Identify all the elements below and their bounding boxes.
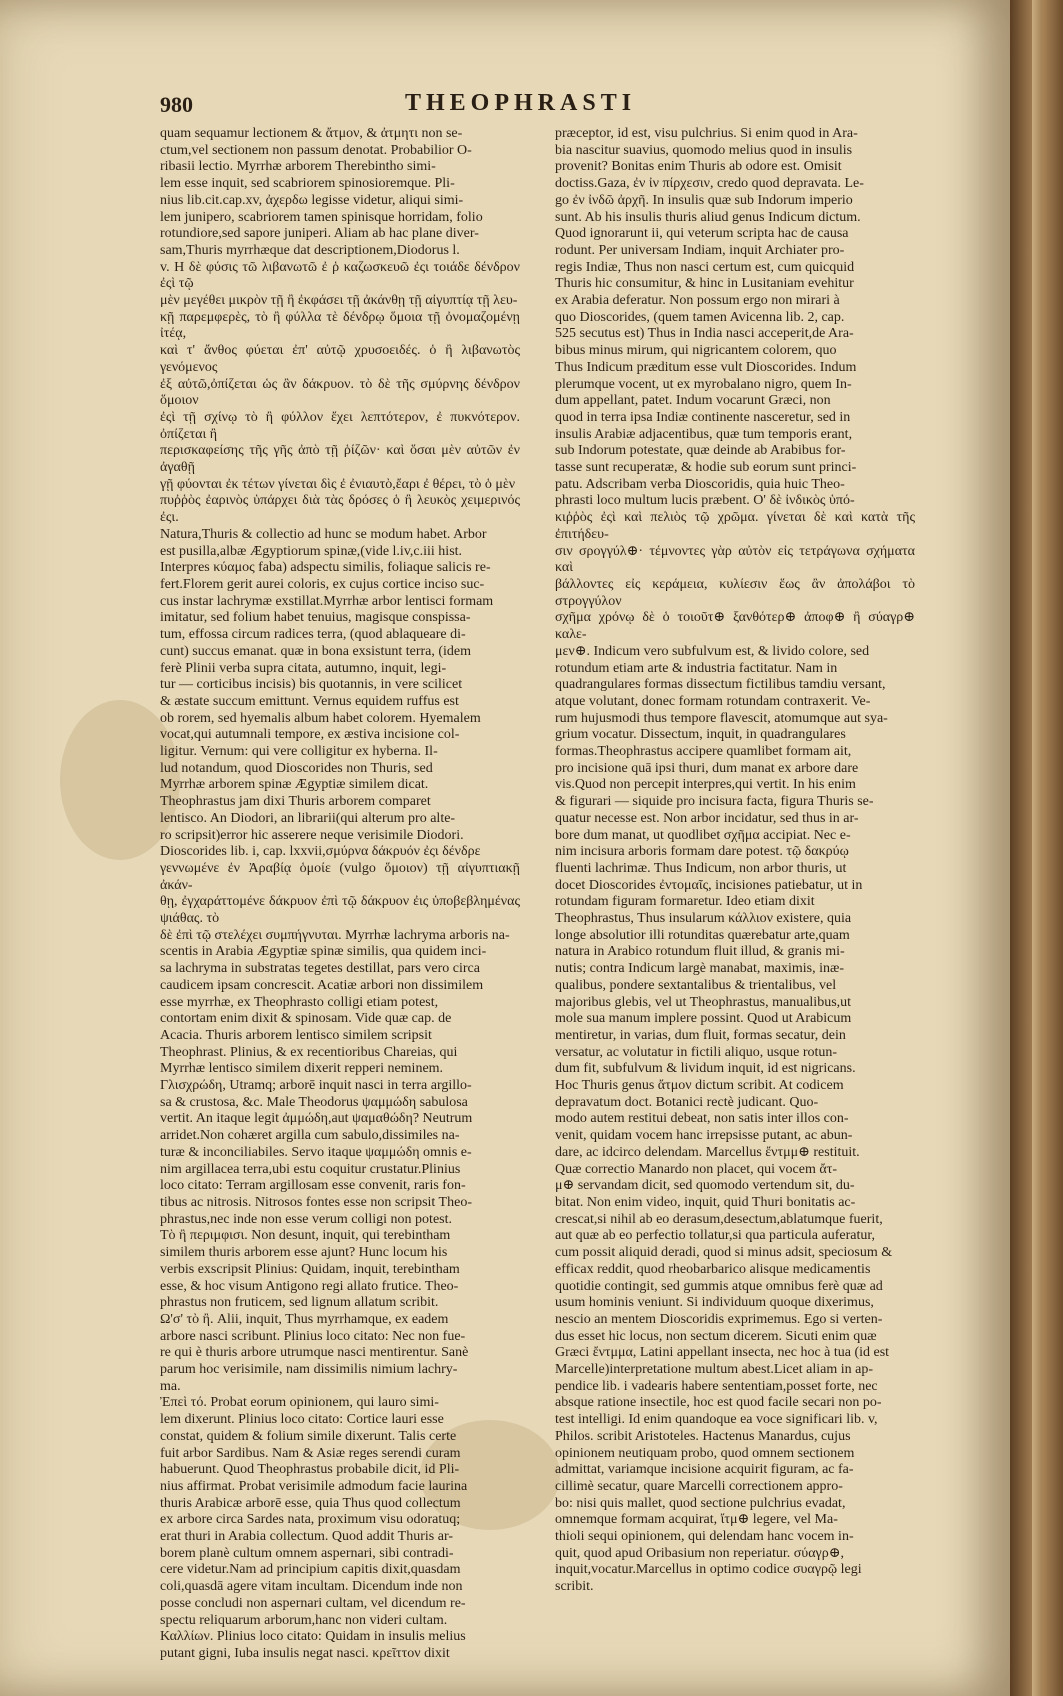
text-line: nescio an mentem Dioscoridis exprimemus. Ego si verten- bbox=[555, 1311, 883, 1327]
text-line: nius affirmat. Probat verisimile admodum facie laurina bbox=[160, 1478, 468, 1494]
text-line: imitatur, sed folium habet tenuius, magisque conspissa- bbox=[160, 610, 471, 626]
text-line: ex Arabia deferatur. Non possum ergo non mirari à bbox=[555, 293, 840, 309]
text-line: rum hujusmodi thus tempore flavescit, atomumque aut sya- bbox=[555, 710, 888, 726]
text-line: 525 secutus est) Thus in India nasci acceperit,de Ara- bbox=[555, 326, 854, 342]
text-line: πυῤῥὸς ἐαρινὸς ὑπάρχει διὰ τὰς δρόσες ὁ ἢ λευκὸς χειμερινός ἐςι. bbox=[160, 493, 524, 526]
text-line: arridet.Non cohæret argilla cum sabulo,dissimiles na- bbox=[160, 1128, 460, 1144]
text-line: nius lib.cit.cap.xv, ἀχερδω legisse videtur, aliqui simi- bbox=[160, 192, 464, 208]
text-line: cillimè secatur, quare Marcelli correctionem appro- bbox=[555, 1478, 843, 1494]
text-line: Ἐπεὶ τό. Probat eorum opinionem, qui lauro simi- bbox=[160, 1395, 439, 1411]
text-line: aut quæ ab eo perfectio tollatur,si qua particula auferatur, bbox=[555, 1228, 875, 1244]
text-line: ribasii lectio. Myrrhæ arborem Therebintho simi- bbox=[160, 159, 436, 175]
right-text-column bbox=[555, 126, 919, 1596]
text-line: fert.Florem gerit aurei coloris, ex cujus cortice inciso suc- bbox=[160, 576, 485, 592]
text-line: modo autem restitui debeat, non satis inter illos con- bbox=[555, 1111, 849, 1127]
text-line: Acacia. Thuris arborem lentisco similem scripsit bbox=[160, 1027, 432, 1043]
text-line: regis Indiæ, Thus non nasci certum est, cum quicquid bbox=[555, 259, 855, 275]
text-line: ferè Plinii verba supra citata, autumno, inquit, legi- bbox=[160, 660, 447, 676]
text-line: quam sequamur lectionem & ἄτμον, & ἀτμητι non se- bbox=[160, 126, 463, 141]
text-line: Dioscorides lib. i, cap. lxxvii,σμύρνα δάκρυόν ἐςι δένδρε bbox=[160, 844, 481, 860]
text-line: ἐςὶ τῇ σχίνῳ τὸ ἢ φύλλον ἔχει λεπτότερον, ἐ πυκνότερον. ὀπίζεται ἢ bbox=[160, 409, 524, 442]
text-line: μὲν μεγέθει μικρὸν τῇ ἢ ἐκφάσει τῇ ἀκάνθῃ τῇ αἰγυπτίᾳ τῇ λευ- bbox=[160, 293, 518, 309]
text-line: erat thuri in Arabia collectum. Quod addit Thuris ar- bbox=[160, 1529, 453, 1545]
text-line: coli,quasdā agere vitam incultam. Dicendum inde non bbox=[160, 1579, 463, 1595]
text-line: rotundiore,sed sapore juniperi. Aliam ab hac plane diver- bbox=[160, 226, 479, 242]
text-line: Ω'σ' τὸ ἢ. Alii, inquit, Thus myrrhamque, ex eadem bbox=[160, 1311, 449, 1327]
text-line: depravatum doct. Botanici rectè judicant. Quo- bbox=[555, 1094, 819, 1110]
text-line: majoribus glebis, vel ut Theophrastus, manualibus,ut bbox=[555, 994, 852, 1010]
text-line: cere videtur.Nam ad principium capitis dixit,quasdam bbox=[160, 1562, 461, 1578]
text-line: quadrangulares formas dissectum fictilibus tamdiu versant, bbox=[555, 677, 886, 693]
text-line: cunt) succus emanat. quæ in bona exsistunt terra, (idem bbox=[160, 643, 472, 659]
text-line: Myrrhæ lentisco similem dixerit repperi neminem. bbox=[160, 1061, 444, 1077]
text-line: docet Dioscorides ἐντομαῖς, incisiones patiebatur, ut in bbox=[555, 877, 863, 893]
text-line: Philos. scribit Aristoteles. Hactenus Manardus, cujus bbox=[555, 1428, 851, 1444]
text-line: mentiretur, in varias, dum fluit, formas secatur, dein bbox=[555, 1027, 846, 1043]
text-line: doctiss.Gaza, ἐν ἰν πίρχεσιν, credo quod depravata. Le- bbox=[555, 176, 864, 192]
text-line: βάλλοντες εἰς κεράμεια, κυλίεσιν ἕως ἂν ἀπολάβοι τὸ στρογγύλον bbox=[555, 576, 919, 609]
text-line: quod in terra ipsa Indiæ continente nasceretur, sed in bbox=[555, 409, 851, 425]
text-line: atque volutant, donec formam rotundam contraxerit. Ve- bbox=[555, 693, 871, 709]
text-line: posse concludi non aspernari cultam, vel dicendum re- bbox=[160, 1595, 466, 1611]
text-line: similem thuris arborem esse ajunt? Hunc locum his bbox=[160, 1245, 448, 1261]
text-line: fluenti lachrimæ. Thus Indicum, non arbor thuris, ut bbox=[555, 860, 847, 876]
text-line: versatur, ac volutatur in fictili aliquo, usque rotun- bbox=[555, 1044, 838, 1060]
text-line: nim incisura arboris formam dare potest. τῷ δακρύῳ bbox=[555, 844, 849, 860]
text-line: turæ & inconciliabiles. Servo itaque ψαμμώδη omnis e- bbox=[160, 1144, 472, 1160]
text-line: phrastus non fruticem, sed lignum allatum scribit. bbox=[160, 1295, 439, 1311]
text-line: Marcelle)interpretatione multum abest.Licet aliam in ap- bbox=[555, 1362, 873, 1378]
text-line: σχῆμα χρόνῳ δὲ ὁ τοιοῦτ⊕ ξανθότερ⊕ ἀποφ⊕ ἢ σύαγρ⊕ καλε- bbox=[555, 610, 919, 643]
text-line: loco citato: Terram argillosam esse convenit, raris fon- bbox=[160, 1178, 466, 1194]
text-line: ligitur. Vernum: qui vere colligitur ex hyberna. Il- bbox=[160, 744, 438, 760]
text-line: quatur necesse est. Non arbor incidatur, sed thus in ar- bbox=[555, 810, 859, 826]
text-line: μ⊕ servandam dicit, sed quomodo vertendum sit, du- bbox=[555, 1178, 855, 1194]
text-line: lem dixerunt. Plinius loco citato: Cortice lauri esse bbox=[160, 1412, 444, 1428]
text-line: Quod ignorarunt ii, qui veterum scripta hac de causa bbox=[555, 226, 849, 242]
text-line: sa lachryma in substratas tegetes destillat, pars vero circa bbox=[160, 961, 480, 977]
text-line: καὶ τ' ἄνθος φύεται ἐπ' αὐτῷ χρυσοειδές. ὁ ἢ λιβανωτὸς γενόμενος bbox=[160, 343, 524, 375]
text-line: qualibus, pondere sextantalibus & trientalibus, vel bbox=[555, 977, 837, 993]
left-text-column bbox=[160, 126, 524, 1663]
text-line: Theophrastus jam dixi Thuris arborem comparet bbox=[160, 794, 431, 810]
text-line: ctum,vel sectionem non passum denotat. Probabilior O- bbox=[160, 142, 472, 158]
text-line: ro scripsit)error hic asserere neque verisimile Diodori. bbox=[160, 827, 464, 843]
text-line: contortam enim dixit & spinosam. Vide quæ cap. de bbox=[160, 1011, 452, 1027]
text-line: tibus ac nitrosis. Nitrosos fontes esse non scripsit Theo- bbox=[160, 1195, 472, 1210]
text-line: Interpres κύαμος faba) adspectu similis, foliaque salicis re- bbox=[160, 560, 491, 576]
text-line: opinionem neutiquam probo, quod omnem sectionem bbox=[555, 1445, 855, 1461]
text-line: formas.Theophrastus accipere quamlibet formam ait, bbox=[555, 744, 852, 760]
text-line: mole sua manum implere possint. Quod ut Arabicum bbox=[555, 1011, 852, 1027]
text-line: cus instar lachrymæ exstillat.Myrrhæ arbor lentisci formam bbox=[160, 593, 494, 609]
text-line: omnemque formam acquirat, ἴτμ⊕ legere, vel Ma- bbox=[555, 1512, 838, 1528]
text-line: dum appellant, patet. Indum vocarunt Græci, non bbox=[555, 393, 831, 409]
text-line: rotundam figuram formaretur. Ideo etiam dixit bbox=[555, 894, 815, 910]
text-line: bibus minus mirum, qui nigricantem colorem, quo bbox=[555, 343, 837, 359]
text-line: Theophrastus, Thus insularum κάλλιον existere, quia bbox=[555, 911, 852, 927]
text-line: patu. Adscribam verba Dioscoridis, quia huic Theo- bbox=[555, 476, 845, 492]
text-line: bia nascitur suavius, quomodo melius quod in insulis bbox=[555, 142, 853, 158]
text-line: lentisco. An Diodori, an librarii(qui alterum pro alte- bbox=[160, 810, 456, 826]
text-line: nutis; contra Indicum largè manabat, maximis, inæ- bbox=[555, 961, 845, 977]
text-line: sam,Thuris myrrhæque dat descriptionem,Diodorus l. bbox=[160, 242, 460, 258]
text-line: verbis exscripsit Plinius: Quidam, inquit, terebintham bbox=[160, 1261, 460, 1277]
text-line: v. Η δὲ φύσις τῶ λιβανωτῶ ἐ ῥ καζωσκευῶ ἐςι τοιάδε δένδρον ἐςὶ τῷ bbox=[160, 259, 524, 292]
text-line: pendice lib. i vadearis habere sententiam,posset forte, nec bbox=[555, 1378, 878, 1394]
text-line: scribit. bbox=[555, 1579, 594, 1595]
text-line: re qui è thuris arbore utrumque nasci mentirentur. Sanè bbox=[160, 1345, 469, 1361]
text-line: Καλλίων. Plinius loco citato: Quidam in insulis melius bbox=[160, 1629, 466, 1645]
text-line: sa & crustosa, &c. Male Theodorus ψαμμώδη sabulosa bbox=[160, 1094, 468, 1110]
text-line: κῇ παρεμφερὲς, τὸ ἢ φύλλα τὲ δένδρῳ ὅμοια τῇ ὀνομαζομένῃ ἰτέᾳ, bbox=[160, 309, 524, 342]
text-line: plerumque vocent, ut ex myrobalano nigro, quem In- bbox=[555, 376, 852, 392]
text-line: Theophrast. Plinius, & ex recentioribus Chareias, qui bbox=[160, 1044, 458, 1060]
text-line: quo Dioscorides, (quem tamen Avicenna lib. 2, cap. bbox=[555, 309, 845, 325]
text-line: caudicem ipsam concrescit. Acatiæ arbori non dissimilem bbox=[160, 977, 484, 993]
text-line: admittat, variamque incisione acquirit figuram, ac fa- bbox=[555, 1462, 854, 1478]
text-line: quotidie contingit, sed gummis atque omnibus ferè quæ ad bbox=[555, 1278, 883, 1294]
text-line: γῇ φύονται ἐκ τέτων γίνεται δὶς ἐ ἐνιαυτὸ,ἔαρι ἐ θέρει, τὸ ὁ μὲν bbox=[160, 476, 516, 492]
text-line: est pusilla,albæ Ægyptiorum spinæ,(vide l.iv,c.iii hist. bbox=[160, 543, 463, 559]
text-line: dum fit, subfulvum & lividum inquit, id est nigricans. bbox=[555, 1061, 856, 1077]
text-line: vocat,qui autumnali tempore, ex æstiva incisione col- bbox=[160, 727, 460, 743]
text-line: natura in Arabico rotundum fluit illud, & granis mi- bbox=[555, 944, 845, 960]
text-line: Myrrhæ arborem spinæ Ægyptiæ similem dicat. bbox=[160, 777, 429, 793]
text-line: κιῤῥὸς ἐςὶ καὶ πελιὸς τῷ χρῶμα. γίνεται δὲ καὶ κατὰ τῆς ἐπιτήδευ- bbox=[555, 510, 919, 542]
text-line: cum possit aliquid deradi, quod si minus adsit, speciosum & bbox=[555, 1245, 893, 1261]
page-header bbox=[160, 92, 920, 122]
text-line: tum, effossa circum radices terra, (quod ablaqueare di- bbox=[160, 627, 466, 643]
text-line: περισκαφείσης τῆς γῆς ἀπὸ τῇ ῥίζῶν· καὶ ὅσαι μὲν αὐτῶν ἐν ἀγαθῇ bbox=[160, 443, 524, 476]
page-number: 980 bbox=[160, 92, 193, 117]
text-line: crescat,si nihil ab eo derasum,desectum,ablatumque fuerit, bbox=[555, 1211, 883, 1227]
text-line: esse, & hoc visum Antigono regi allato frutice. Theo- bbox=[160, 1278, 459, 1294]
text-line: Quæ correctio Manardo non placet, qui vocem ἄτ- bbox=[555, 1161, 837, 1177]
text-line: test intelligi. Id enim quandoque ea voce significari lib. v, bbox=[555, 1412, 878, 1428]
text-line: borem planè cultum omnem aspernari, sibi contradi- bbox=[160, 1545, 454, 1561]
text-line: usum hominis veniunt. Si individuum quoque dixerimus, bbox=[555, 1295, 874, 1311]
text-line: ob rorem, sed hyemalis album habet colorem. Hyemalem bbox=[160, 710, 481, 726]
text-line: thuris Arabicæ arborē esse, quia Thus quod collectum bbox=[160, 1495, 461, 1511]
text-line: Græci ἔντμμα, Latini appellant insecta, nec hoc à tua (id est bbox=[555, 1345, 890, 1361]
text-line: vertit. An itaque legit ἀμμώδη,aut ψαμαθώδη? Neutrum bbox=[160, 1111, 473, 1127]
text-line: absque ratione insectile, hoc est quod facile secari non po- bbox=[555, 1395, 882, 1411]
text-line: phrastus,nec inde non esse verum colligi non potest. bbox=[160, 1211, 452, 1227]
text-line: nim argillacea terra,ubi estu coquitur crustatur.Plinius bbox=[160, 1161, 461, 1177]
text-line: & æstate succum emittunt. Vernus equidem ruffus est bbox=[160, 693, 459, 709]
text-line: efficax reddit, quod rheobarbarico alisque medicamentis bbox=[555, 1261, 871, 1277]
text-line: esse myrrhæ, ex Theophrasto colligi etiam potest, bbox=[160, 994, 439, 1010]
text-line: venit, quidam vocem hanc irrepsisse putant, ac abun- bbox=[555, 1128, 853, 1144]
text-line: scentis in Arabia Ægyptiæ spinæ similis, qua quidem inci- bbox=[160, 944, 487, 960]
text-line: ex arbore circa Sardes nata, proximum visu odoratuq; bbox=[160, 1512, 461, 1528]
text-line: bore dum manat, ut quodlibet σχῆμα accipiat. Nec e- bbox=[555, 827, 851, 843]
text-line: Γλισχρώδη, Utramq; arborē inquit nasci in terra argillo- bbox=[160, 1078, 472, 1094]
text-line: & figurari — siquide pro incisura facta, figura Thuris se- bbox=[555, 794, 874, 810]
text-line: tasse sunt recuperatæ, & hodie sub eorum sunt princi- bbox=[555, 460, 857, 476]
text-line: Hoc Thuris genus ἄτμον dictum scribit. At codicem bbox=[555, 1078, 844, 1094]
text-line: vis.Quod non percepit interpres,qui vertit. In his enim bbox=[555, 777, 856, 793]
text-line: δὲ ἐπὶ τῷ στελέχει συμπήγνυται. Myrrhæ lachryma arboris na- bbox=[160, 927, 510, 943]
text-line: quit, quod apud Oribasium non reperiatur. σύαγρ⊕, bbox=[555, 1545, 844, 1561]
book-binding bbox=[1010, 0, 1063, 1696]
text-line: tur — corticibus incisis) bis quotannis, in vere scilicet bbox=[160, 677, 463, 693]
text-line: sunt. Ab his insulis thuris aliud genus Indicum dictum. bbox=[555, 209, 861, 225]
text-line: constat, quidem & folium simile dixerunt. Talis certe bbox=[160, 1428, 457, 1444]
text-line: lud notandum, quod Dioscorides non Thuris, sed bbox=[160, 760, 433, 776]
text-line: grium vocatur. Dissectum, inquit, in quadrangulares bbox=[555, 727, 846, 743]
text-line: rotundum etiam arte & industria factitatur. Nam in bbox=[555, 660, 838, 676]
text-line: pro incisione quā ipsi thuri, dum manat ex arbore dare bbox=[555, 760, 859, 776]
text-line: parum hoc verisimile, nam dissimilis nimium lachry- bbox=[160, 1362, 458, 1378]
text-line: sub Indorum potestate, quæ deinde ab Arabibus for- bbox=[555, 443, 846, 459]
text-line: rodunt. Per universam Indiam, inquit Archiater pro- bbox=[555, 242, 845, 258]
text-line: fuit arbor Sardibus. Nam & Asiæ reges serendi curam bbox=[160, 1445, 461, 1461]
text-line: dare, ac idcirco delendam. Marcellus ἔντμμ⊕ restituit. bbox=[555, 1144, 860, 1160]
text-line: longe absolutior illi rotunditas quærebatur arte,quam bbox=[555, 927, 850, 943]
text-line: μεν⊕. Indicum vero subfulvum est, & livido colore, sed bbox=[555, 643, 870, 659]
text-line: provenit? Bonitas enim Thuris ab odore est. Omisit bbox=[555, 159, 842, 175]
text-line: habuerunt. Quod Theophrastus probabile dicit, id Pli- bbox=[160, 1462, 460, 1478]
text-line: putant gigni, Iuba insulis negat nasci. κρεῖττον dixit bbox=[160, 1645, 450, 1661]
text-line: bitat. Non enim video, inquit, quid Thuri bonitatis ac- bbox=[555, 1195, 856, 1210]
running-title: THEOPHRASTI bbox=[405, 90, 637, 116]
text-line: thioli sequi opinionem, qui delendam hanc vocem in- bbox=[555, 1529, 854, 1545]
text-line: phrasti loco multum lucis præbent. Ο' δὲ ἰνδικὸς ὑπό- bbox=[555, 493, 855, 509]
text-line: lem junipero, scabriorem tamen spinisque horridam, folio bbox=[160, 209, 483, 225]
text-line: lem esse inquit, sed scabriorem spinosioremque. Pli- bbox=[160, 176, 455, 192]
text-line: γεννωμένε ἐν Ἀραβίᾳ ὁμοίε (vulgo ὅμοιον) τῇ αἰγυπτιακῇ ἀκάν- bbox=[160, 860, 524, 893]
text-line: σιν σρογγύλ⊕· τέμνοντες γὰρ αὐτὸν εἰς τετράγωνα σχήματα καὶ bbox=[555, 543, 919, 576]
text-line: dus esset hic locus, non sectum dicerem. Sicuti enim quæ bbox=[555, 1328, 877, 1344]
text-line: θῃ, ἐγχαράττομένε δάκρυον ἐπὶ τῷ δάκρυον ἐις ὑποβεβλημένας ψιάθας. τὸ bbox=[160, 894, 524, 927]
text-line: ἐξ αὐτῶ,ὀπίζεται ὡς ἂν δάκρυον. τὸ δὲ τῆς σμύρνης δένδρον ὅμοιον bbox=[160, 376, 524, 409]
text-line: bo: nisi quis mallet, quod sectione pulchrius evadat, bbox=[555, 1495, 846, 1511]
text-line: Thuris hic consumitur, & hinc in Lusitaniam evehitur bbox=[555, 276, 854, 292]
text-line: go ἐν ἰνδῶ ἀρχῆ. In insulis quæ sub Indorum imperio bbox=[555, 192, 853, 208]
text-line: Natura,Thuris & collectio ad hunc se modum habet. Arbor bbox=[160, 526, 487, 542]
text-line: arbore nasci scribunt. Plinius loco citato: Nec non fue- bbox=[160, 1328, 466, 1344]
text-line: inquit,vocatur.Marcellus in optimo codice συαγρῷ legi bbox=[555, 1562, 862, 1578]
text-line: spectu reliquarum arborum,hanc non videri cultam. bbox=[160, 1612, 448, 1628]
text-line: præceptor, id est, visu pulchrius. Si enim quod in Ara- bbox=[555, 126, 858, 141]
text-line: Thus Indicum præditum esse vult Dioscorides. Indum bbox=[555, 359, 857, 375]
text-line: insulis Arabiæ adjacentibus, quæ tum temporis erant, bbox=[555, 426, 853, 442]
text-line: ma. bbox=[160, 1378, 181, 1394]
text-line: Τὸ ἢ περιμφισι. Non desunt, inquit, qui terebintham bbox=[160, 1228, 451, 1244]
